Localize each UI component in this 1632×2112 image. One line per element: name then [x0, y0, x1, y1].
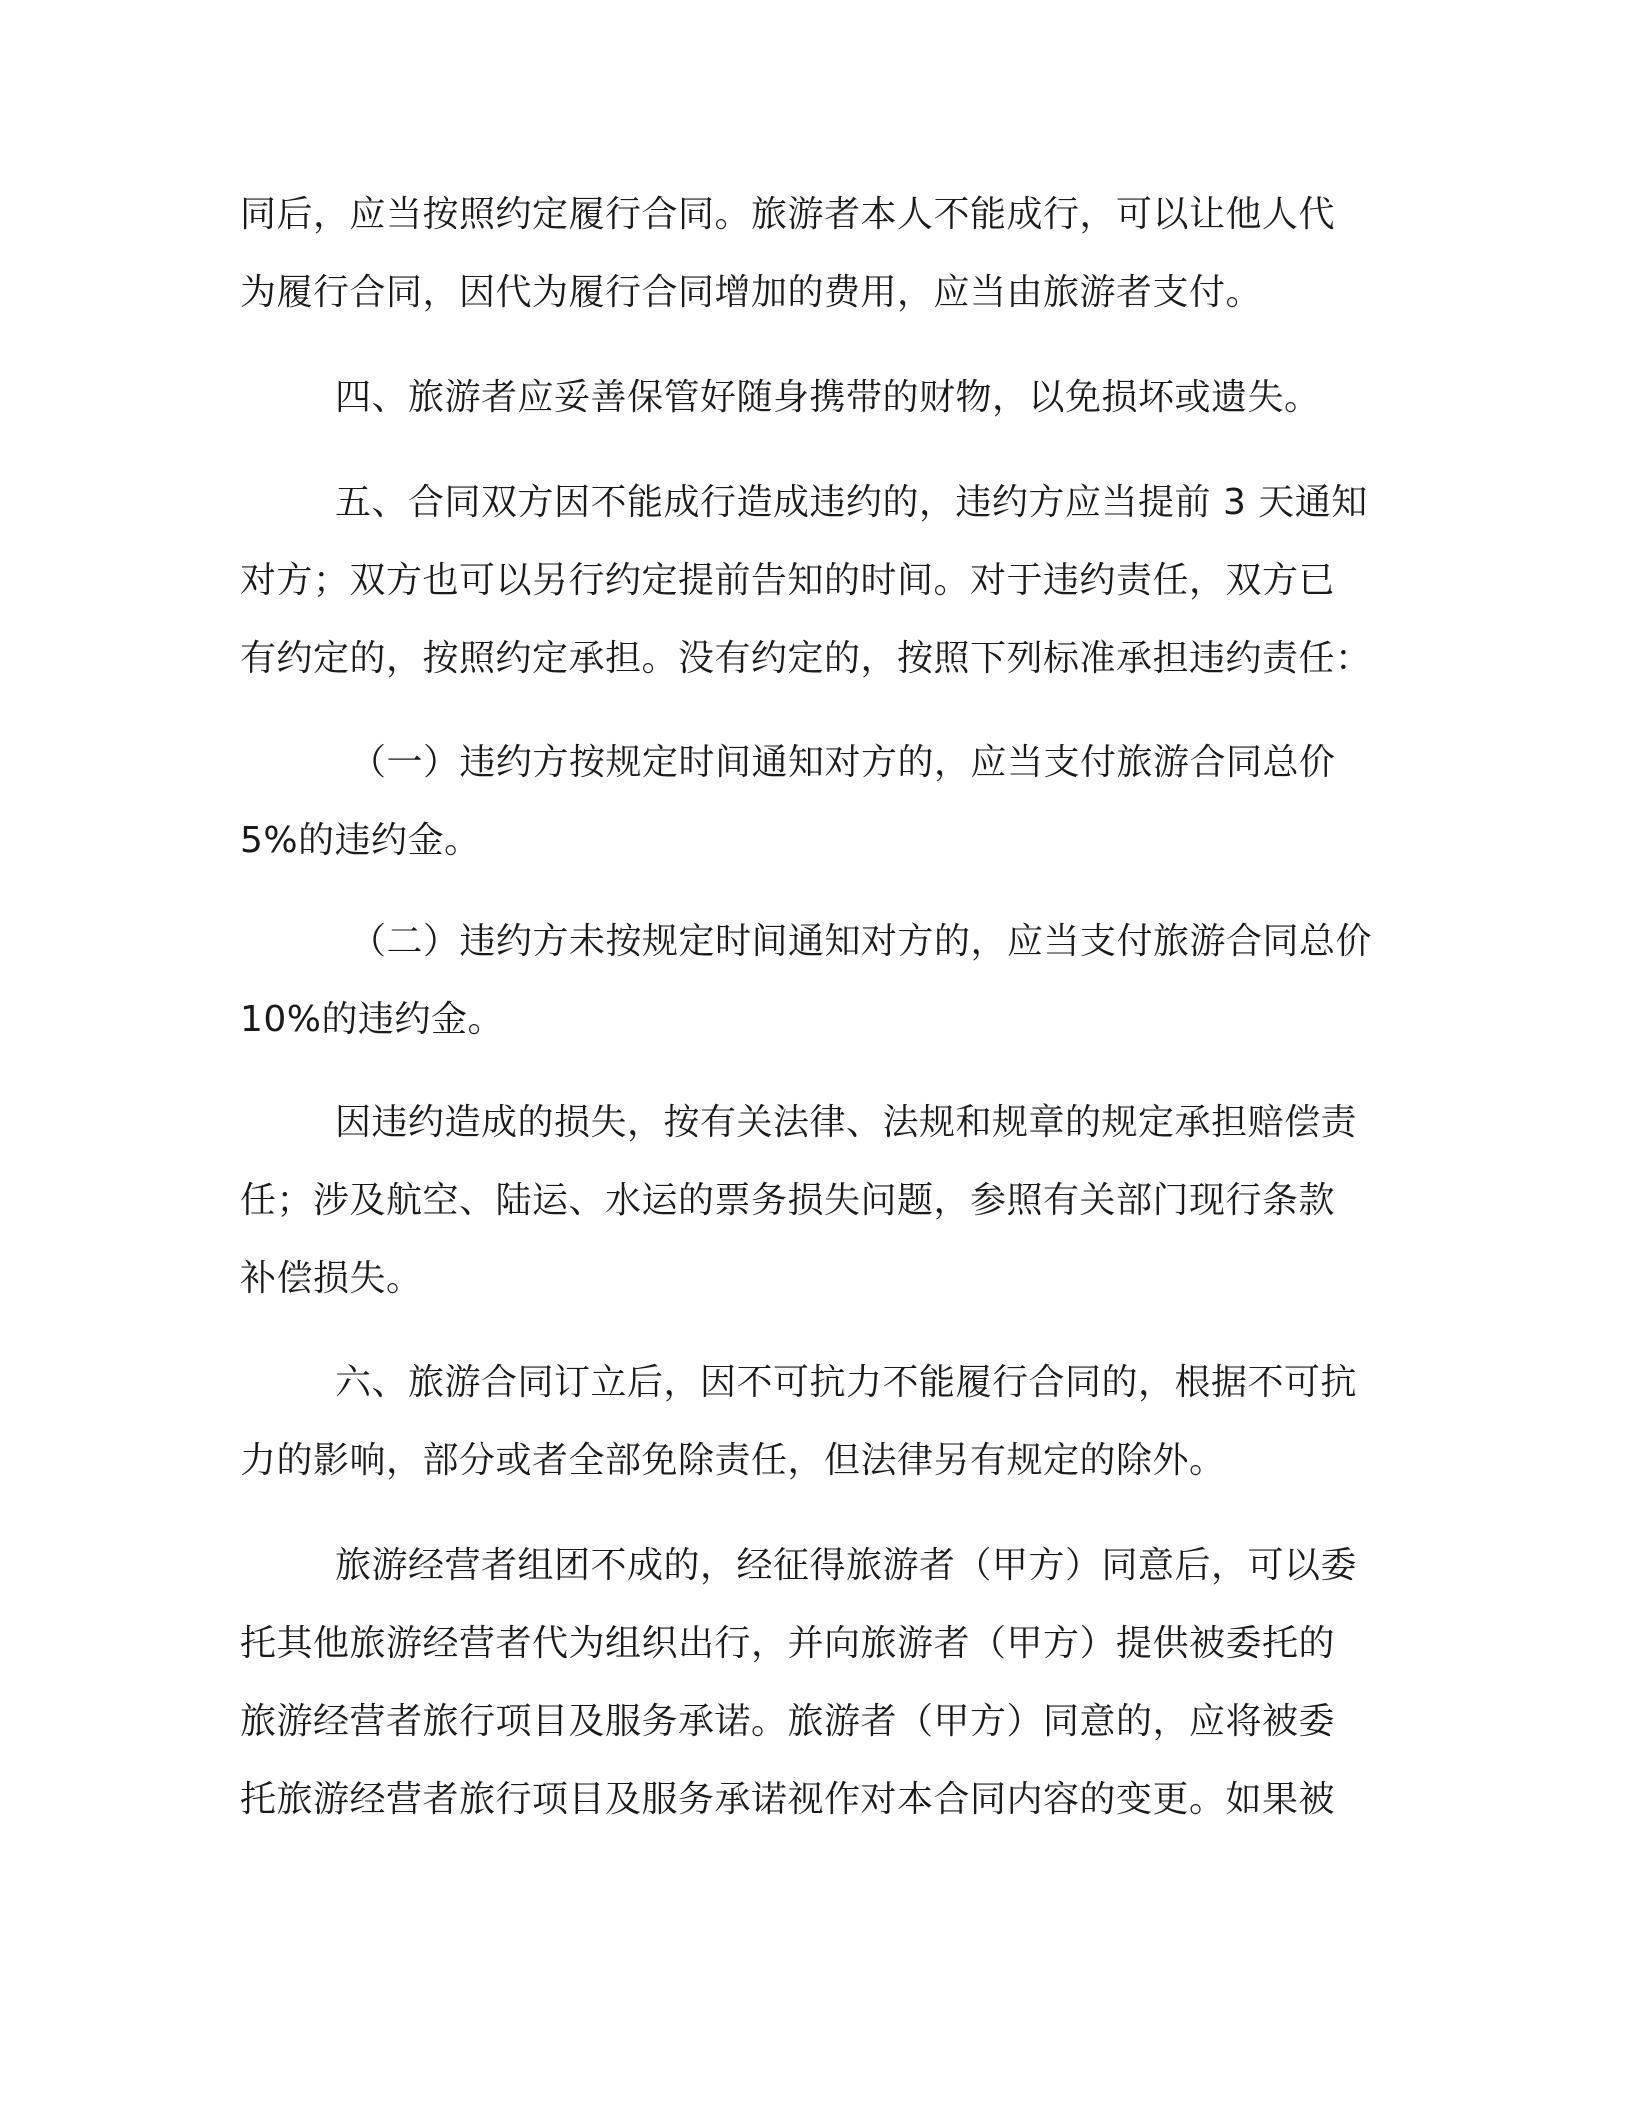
text-line: 补偿损失。: [240, 1258, 423, 1299]
text-line: 托其他旅游经营者代为组织出行，并向旅游者（甲方）提供被委托的: [240, 1623, 1336, 1664]
text-line: （二）违约方未按规定时间通知对方的，应当支付旅游合同总价: [350, 921, 1373, 962]
text-line: 旅游经营者旅行项目及服务承诺。旅游者（甲方）同意的，应将被委: [240, 1701, 1336, 1742]
text-line: 力的影响，部分或者全部免除责任，但法律另有规定的除外。: [240, 1440, 1226, 1481]
text-line: 10%的违约金。: [240, 999, 505, 1040]
text-line: 托旅游经营者旅行项目及服务承诺视作对本合同内容的变更。如果被: [240, 1779, 1336, 1820]
text-line: 为履行合同，因代为履行合同增加的费用，应当由旅游者支付。: [240, 272, 1263, 313]
text-line: 六、旅游合同订立后，因不可抗力不能履行合同的，根据不可抗: [335, 1362, 1358, 1403]
text-line: 有约定的，按照约定承担。没有约定的，按照下列标准承担违约责任：: [240, 638, 1372, 679]
text-line: 任；涉及航空、陆运、水运的票务损失问题，参照有关部门现行条款: [240, 1180, 1336, 1221]
text-line: 同后，应当按照约定履行合同。旅游者本人不能成行，可以让他人代: [240, 194, 1336, 235]
text-line: 旅游经营者组团不成的，经征得旅游者（甲方）同意后，可以委: [335, 1545, 1358, 1586]
text-line: 因违约造成的损失，按有关法律、法规和规章的规定承担赔偿责: [335, 1102, 1358, 1143]
text-line: （一）违约方按规定时间通知对方的，应当支付旅游合同总价: [350, 742, 1336, 783]
text-line: 5%的违约金。: [240, 820, 481, 861]
text-line: 四、旅游者应妥善保管好随身携带的财物，以免损坏或遗失。: [335, 377, 1321, 418]
text-line: 五、合同双方因不能成行造成违约的，违约方应当提前 3 天通知: [335, 482, 1368, 523]
text-line: 对方；双方也可以另行约定提前告知的时间。对于违约责任，双方已: [240, 560, 1336, 601]
